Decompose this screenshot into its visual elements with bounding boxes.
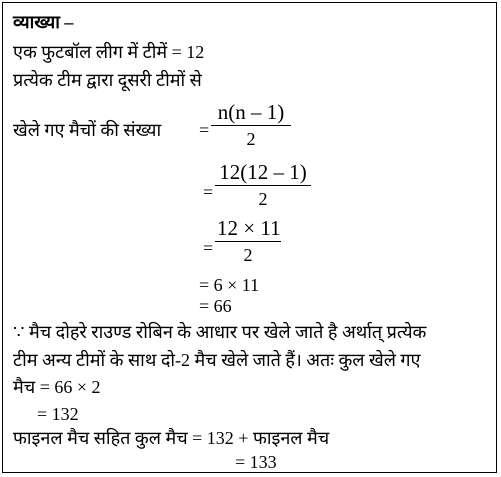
teams-line: एक फुटबॉल लीग में टीमें = 12 [13, 42, 205, 62]
heading: व्याख्या – [13, 12, 74, 32]
fraction-1-denominator: 2 [246, 129, 256, 149]
equals-sign-2: = [203, 182, 214, 202]
final-matches-line: फाइनल मैच सहित कुल मैच = 132 + फाइनल मैच [13, 428, 330, 448]
fraction-2-numerator: 12(12 – 1) [215, 161, 311, 186]
equals-sign-1: = [199, 120, 210, 140]
explanation-line-3: मैच = 66 × 2 [13, 377, 101, 397]
fraction-2-denominator: 2 [258, 189, 268, 209]
matches-count-label: खेले गए मैचों की संख्या [13, 120, 162, 140]
fraction-3 [215, 217, 281, 266]
fraction-3-denominator: 2 [243, 245, 253, 265]
step-product: = 6 × 11 [199, 275, 260, 295]
explanation-line-2: टीम अन्य टीमों के साथ दो-2 मैच खेले जाते हैं। अतः कुल खेले गए [13, 350, 421, 370]
equals-sign-3: = [203, 238, 214, 258]
fraction-3-numerator: 12 × 11 [217, 216, 281, 240]
solution-box [2, 2, 497, 473]
step-result-132: = 132 [37, 404, 79, 424]
step-result-66: = 66 [199, 296, 232, 316]
each-team-line: प्रत्येक टीम द्वारा दूसरी टीमों से [13, 70, 202, 90]
fraction-2 [215, 161, 311, 210]
fraction-1 [211, 101, 291, 150]
fraction-1-numerator: n(n – 1) [211, 101, 291, 126]
final-result: = 133 [235, 452, 277, 472]
explanation-line-1: ∵ मैच दोहरे राउण्ड रोबिन के आधार पर खेले जाते है अर्थात् प्रत्येक [13, 322, 427, 342]
